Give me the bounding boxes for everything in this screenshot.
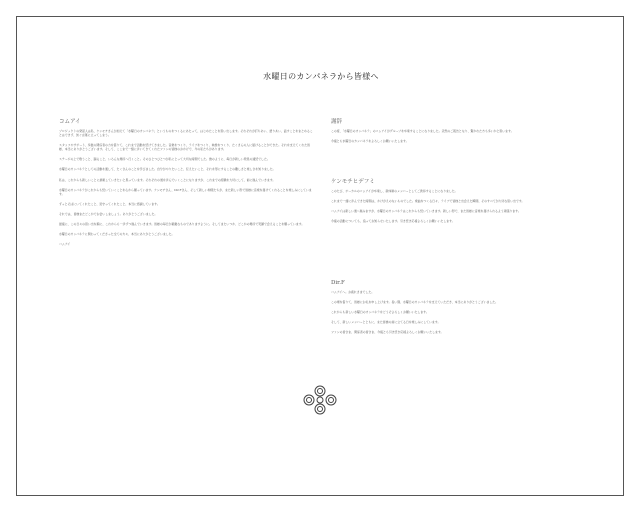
paragraph: ファンの皆さま、関係者の皆さま、今後とも引き続き応援よろしくお願いいたします。 bbox=[331, 329, 444, 334]
section-heading: 謝辞 bbox=[331, 119, 343, 125]
paragraph: これからも新しい水曜日のカンパネラをどうぞよろしくお願いいたします。 bbox=[331, 309, 429, 314]
section-heading: ケンモチヒデフミ bbox=[331, 179, 375, 186]
paragraph: スタッフやサポート、多数の関係者の力を借りて、これまで活動を続けてきました。音楽をつくり、ライブをつくり、映像をつくり、たくさんの人に届けることができた。それを支えてくれた皆様、本当にありがとうございます。そして、ここまで一緒に歩いてきてくれたファンの皆様のおかげで、今の私たちがあります。 bbox=[59, 143, 310, 152]
paragraph: この度、「水曜日のカンパネラ」のコムアイがグループを卒業することになりました。突然のご報告となり、驚かれた方も多いかと思います。 bbox=[331, 129, 514, 133]
paragraph: それでは、皆様またどこかでお会いしましょう。ありがとうございました。 bbox=[59, 211, 158, 216]
paragraph: 最後に、この日々の思い出を胸に、これからも一歩ずつ進んでいきます。皆様の毎日が素敵なものでありますように。そしてまたいつか、どこかの場所で笑顔で会えることを願っています。 bbox=[59, 222, 305, 227]
paragraph: 水曜日のカンパネラに関わってくださった全ての方々、本当にありがとうございました。 bbox=[59, 232, 175, 237]
paragraph: 水曜日のカンパネラがこれからも続いていくことを心から願っています。ケンモチさん、Dir.Fさん、そして新しい仲間たちが、また新しい形で皆様に音楽を届けてくれることを楽しみにしています。 bbox=[59, 187, 312, 196]
paragraph: ずっとそばにいてくれたこと、見守ってくれたこと、本当に感謝しています。 bbox=[59, 201, 160, 206]
paragraph: これまで一緒に歩んできた時間は、かけがえのないものでした。楽曲をつくる日々、ライブで皆様と出会えた瞬間、そのすべてが大切な思い出です。 bbox=[331, 199, 525, 204]
section-heading: Dir.F bbox=[331, 279, 345, 286]
paragraph: 今後とも水曜日のカンパネラをよろしくお願いいたします。 bbox=[331, 139, 409, 144]
paragraph: この場を借りて、皆様にお礼を申し上げます。長い間、水曜日のカンパネラを支えていただき、本当にありがとうございました。 bbox=[331, 299, 499, 304]
page-title: 水曜日のカンパネラから皆様へ bbox=[263, 72, 379, 81]
section-heading: コムアイ bbox=[59, 119, 81, 125]
campanella-logo-icon bbox=[303, 385, 337, 415]
paragraph: このたび、ボーカルのコムアイが卒業し、新体制のメンバーとしてご挨拶することになりました。 bbox=[331, 189, 458, 194]
paragraph: 水曜日のカンパネラとしての活動を通して、たくさんのことを学びました。自分がやりたいこと、伝えたいこと、それを形にすることの難しさと楽しさを知りました。 bbox=[59, 167, 276, 172]
paragraph: コムアイは新しい道へ進みますが、水曜日のカンパネラはこれからも続いていきます。新しい形で、また皆様に音楽を届けられるよう頑張ります。 bbox=[331, 209, 521, 214]
section-comuai bbox=[59, 117, 315, 246]
section-kenmochi bbox=[331, 177, 583, 223]
paragraph: ステージの上で歌うこと、踊ること、いろんな場所へ行くこと。そのひとつひとつが私にとって大切な時間でした。旅のように、毎日が新しい発見の連続でした。 bbox=[59, 157, 270, 162]
section-thanks bbox=[331, 117, 583, 143]
paragraph: 私は、これからも新しいことに挑戦していきたいと思っています。それぞれの道を歩んでいくことになりますが、これまでの経験を大切にして、前に進んでいきます。 bbox=[59, 177, 276, 182]
paragraph: プロジェクトの発起人は私、ケンモチさんが加えて「水曜日のカンパネラ」というものをつくるにあたって、はじめたことを思い出します。それぞれが打ちあい、語りあい、話すことをまとめることはできず、紡ぐ言葉に立ってしまう。 bbox=[59, 129, 313, 138]
page-frame bbox=[16, 16, 624, 496]
paragraph: コムアイへ。お疲れさまでした。 bbox=[331, 289, 375, 294]
section-dirf bbox=[331, 280, 583, 334]
left-column bbox=[59, 117, 315, 262]
right-column bbox=[331, 117, 583, 350]
paragraph: 今後の活動についても、追ってお知らせいたします。引き続き応援よろしくお願いいたします。 bbox=[331, 219, 455, 224]
paragraph: そして、新しいメンバーとともに、また皆様の前に立てる日を楽しみにしています。 bbox=[331, 319, 441, 324]
paragraph: コムアイ bbox=[59, 242, 71, 247]
